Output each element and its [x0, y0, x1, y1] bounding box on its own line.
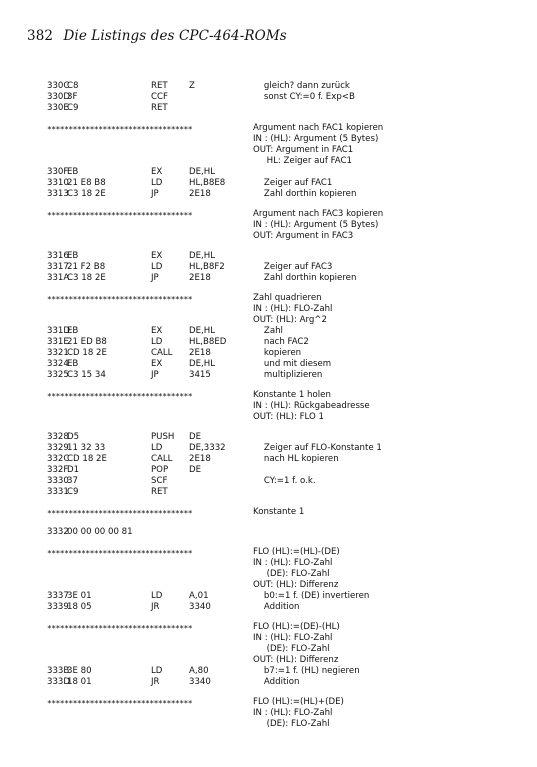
opcode-bytes: C3 15 34 — [67, 370, 106, 381]
opcode-bytes: 18 01 — [67, 677, 92, 688]
mnemonic: SCF — [151, 476, 168, 487]
address: 3321 — [47, 348, 69, 359]
operand: 3415 — [189, 370, 211, 381]
comment: IN : (HL): Rückgabeadresse — [253, 401, 370, 412]
opcode-bytes: 3F — [67, 92, 78, 102]
separator-stars: ********************************** — [47, 211, 193, 221]
operand: DE,HL — [189, 167, 216, 178]
operand: HL,B8F2 — [189, 262, 225, 273]
comment: gleich? dann zurück — [253, 81, 350, 91]
mnemonic: JP — [151, 189, 159, 200]
mnemonic: JR — [151, 602, 160, 613]
comment: Zahl dorthin kopieren — [253, 273, 357, 284]
comment: CY:=1 f. o.k. — [253, 476, 316, 487]
opcode-bytes: D5 — [67, 432, 80, 443]
address: 3317 — [47, 262, 69, 273]
address: 330D — [47, 92, 71, 102]
address: 330C — [47, 81, 70, 91]
opcode-bytes: C9 — [67, 487, 79, 498]
separator-stars: ********************************** — [47, 549, 193, 559]
operand: DE,HL — [189, 359, 216, 370]
comment: OUT: (HL): Arg^2 — [253, 315, 327, 326]
address: 331A — [47, 273, 70, 284]
comment: kopieren — [253, 348, 302, 359]
mnemonic: RET — [151, 81, 168, 91]
comment: HL: Zeiger auf FAC1 — [253, 156, 352, 167]
opcode-bytes: 21 ED B8 — [67, 337, 107, 348]
opcode-bytes: D1 — [67, 465, 80, 476]
mnemonic: CCF — [151, 92, 168, 102]
opcode-bytes: 3E 80 — [67, 666, 92, 677]
operand: 2E18 — [189, 273, 211, 284]
address: 3332 — [47, 527, 69, 538]
mnemonic: EX — [151, 251, 163, 262]
address: 331D — [47, 326, 71, 337]
mnemonic: LD — [151, 178, 163, 189]
address: 3324 — [47, 359, 69, 370]
comment: FLO (HL):=(HL)+(DE) — [253, 697, 344, 708]
opcode-bytes: CD 18 2E — [67, 454, 107, 465]
comment: Addition — [253, 677, 300, 688]
operand: 2E18 — [189, 189, 211, 200]
address: 3328 — [47, 432, 69, 443]
mnemonic: POP — [151, 465, 169, 476]
mnemonic: CALL — [151, 348, 173, 359]
comment: Konstante 1 — [253, 507, 305, 518]
mnemonic: RET — [151, 487, 168, 498]
address: 333B — [47, 666, 70, 677]
operand: 3340 — [189, 677, 211, 688]
comment: Zeiger auf FLO-Konstante 1 — [253, 443, 382, 454]
separator-stars: ********************************** — [47, 295, 193, 305]
comment: b0:=1 f. (DE) invertieren — [253, 591, 370, 602]
comment: Zeiger auf FAC3 — [253, 262, 333, 273]
comment: nach HL kopieren — [253, 454, 339, 465]
mnemonic: RET — [151, 103, 168, 113]
operand: DE — [189, 465, 202, 476]
comment: IN : (HL): Argument (5 Bytes) — [253, 134, 379, 145]
opcode-bytes: 3E 01 — [67, 591, 92, 602]
opcode-bytes: 00 00 00 00 81 — [67, 527, 133, 538]
opcode-bytes: C9 — [67, 103, 79, 113]
separator-stars: ********************************** — [47, 509, 193, 519]
opcode-bytes: C8 — [67, 81, 79, 91]
separator-stars: ********************************** — [47, 125, 193, 135]
mnemonic: EX — [151, 167, 163, 178]
address: 3329 — [47, 443, 69, 454]
opcode-bytes: EB — [67, 167, 79, 178]
comment: (DE): FLO-Zahl — [253, 644, 330, 655]
comment: multiplizieren — [253, 370, 323, 381]
mnemonic: LD — [151, 262, 163, 273]
comment: (DE): FLO-Zahl — [253, 569, 330, 580]
opcode-bytes: CD 18 2E — [67, 348, 107, 359]
page-title: Die Listings des CPC-464-ROMs — [63, 28, 287, 44]
comment: IN : (HL): FLO-Zahl — [253, 708, 333, 719]
operand: 2E18 — [189, 454, 211, 465]
opcode-bytes: 37 — [67, 476, 78, 487]
comment: b7:=1 f. (HL) negieren — [253, 666, 360, 677]
opcode-bytes: C3 18 2E — [67, 189, 106, 200]
comment: Addition — [253, 602, 300, 613]
mnemonic: LD — [151, 591, 163, 602]
address: 3313 — [47, 189, 69, 200]
comment: nach FAC2 — [253, 337, 309, 348]
comment: FLO (HL):=(HL)-(DE) — [253, 547, 340, 558]
address: 3339 — [47, 602, 69, 613]
comment: OUT: (HL): FLO 1 — [253, 412, 324, 423]
comment: IN : (HL): Argument (5 Bytes) — [253, 220, 379, 231]
operand: DE — [189, 432, 202, 443]
operand: 3340 — [189, 602, 211, 613]
mnemonic: JP — [151, 370, 159, 381]
mnemonic: EX — [151, 326, 163, 337]
mnemonic: LD — [151, 666, 163, 677]
opcode-bytes: 11 32 33 — [67, 443, 106, 454]
address: 3330 — [47, 476, 69, 487]
address: 330E — [47, 103, 69, 113]
opcode-bytes: EB — [67, 359, 79, 370]
comment: Konstante 1 holen — [253, 390, 331, 401]
mnemonic: PUSH — [151, 432, 175, 443]
separator-stars: ********************************** — [47, 699, 193, 709]
mnemonic: JP — [151, 273, 159, 284]
operand: HL,B8E8 — [189, 178, 226, 189]
address: 332F — [47, 465, 69, 476]
mnemonic: EX — [151, 359, 163, 370]
comment: FLO (HL):=(DE)-(HL) — [253, 622, 340, 633]
address: 3331 — [47, 487, 69, 498]
address: 330F — [47, 167, 69, 178]
comment: IN : (HL): FLO-Zahl — [253, 558, 333, 569]
mnemonic: JR — [151, 677, 160, 688]
mnemonic: CALL — [151, 454, 173, 465]
comment: Argument nach FAC3 kopieren — [253, 209, 384, 220]
comment: und mit diesem — [253, 359, 332, 370]
comment: sonst CY:=0 f. Exp<B — [253, 92, 355, 102]
comment: OUT: Argument in FAC1 — [253, 145, 354, 156]
opcode-bytes: 18 05 — [67, 602, 92, 613]
separator-stars: ********************************** — [47, 392, 193, 402]
operand: DE,HL — [189, 326, 216, 337]
comment: OUT: (HL): Differenz — [253, 580, 339, 591]
operand: DE,3332 — [189, 443, 226, 454]
operand: A,80 — [189, 666, 209, 677]
comment: Zahl quadrieren — [253, 293, 322, 304]
comment: IN : (HL): FLO-Zahl — [253, 304, 333, 315]
address: 333D — [47, 677, 71, 688]
mnemonic: LD — [151, 337, 163, 348]
comment: (DE): FLO-Zahl — [253, 719, 330, 730]
comment: Zeiger auf FAC1 — [253, 178, 333, 189]
operand: 2E18 — [189, 348, 211, 359]
comment: Argument nach FAC1 kopieren — [253, 123, 384, 134]
operand: Z — [189, 81, 195, 91]
address: 3310 — [47, 178, 69, 189]
comment: IN : (HL): FLO-Zahl — [253, 633, 333, 644]
comment: Zahl dorthin kopieren — [253, 189, 357, 200]
operand: HL,B8ED — [189, 337, 227, 348]
comment: Zahl — [253, 326, 283, 337]
operand: A,01 — [189, 591, 209, 602]
address: 332C — [47, 454, 70, 465]
opcode-bytes: EB — [67, 251, 79, 262]
separator-stars: ********************************** — [47, 624, 193, 634]
address: 3325 — [47, 370, 69, 381]
address: 331E — [47, 337, 69, 348]
address: 3337 — [47, 591, 69, 602]
page-number: 382 — [27, 28, 54, 44]
opcode-bytes: EB — [67, 326, 79, 337]
mnemonic: LD — [151, 443, 163, 454]
operand: DE,HL — [189, 251, 216, 262]
opcode-bytes: 21 F2 B8 — [67, 262, 106, 273]
opcode-bytes: C3 18 2E — [67, 273, 106, 284]
comment: OUT: (HL): Differenz — [253, 655, 339, 666]
address: 3316 — [47, 251, 69, 262]
opcode-bytes: 21 E8 B8 — [67, 178, 106, 189]
comment: OUT: Argument in FAC3 — [253, 231, 354, 242]
